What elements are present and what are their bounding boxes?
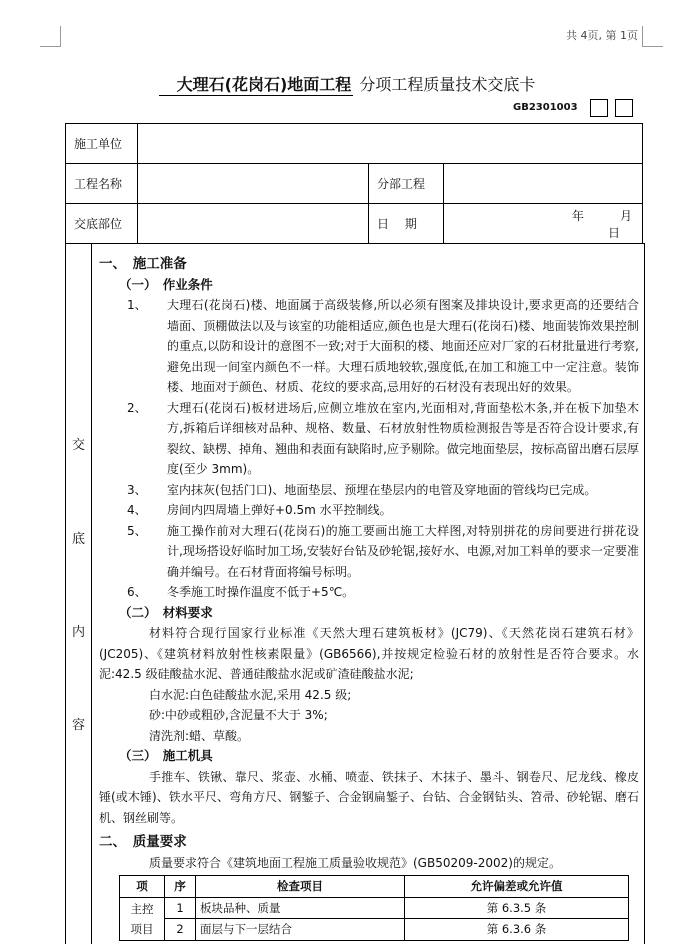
disclosure-location-label: 交底部位 (66, 204, 138, 244)
date-value (444, 204, 643, 244)
col-header: 允许偏差或允许值 (405, 876, 629, 898)
section-1-title: 一、 施工准备 (99, 256, 187, 272)
list-item: 3、 室内抹灰(包括门口)、地面垫层、预埋在垫层内的电管及穿地面的管线均已完成。 (127, 482, 597, 497)
title-project: 大理石(花岗石)地面工程 (159, 75, 354, 96)
row-item: 面层与下一层结合 (196, 919, 405, 941)
construction-unit-label: 施工单位 (66, 124, 138, 164)
side-label-char: 交 (72, 438, 86, 453)
materials-line: 白水泥:白色硅酸盐水泥,采用 42.5 级; (149, 687, 352, 702)
crop-mark-top-right (642, 26, 663, 47)
row-value: 第 6.3.5 条 (405, 897, 629, 919)
row-seq: 2 (165, 919, 196, 941)
page-info: 共 4页, 第 1页 (566, 29, 638, 42)
section-1-2-title: （二） 材料要求 (119, 604, 213, 620)
materials-paragraph: 材料符合现行国家行业标准《天然大理石建筑板材》(JC79)、《天然花岗石建筑石材》(JC205)、《建筑材料放射性核素限量》(GB6566),并按规定检验石材的放射性是否符合要求。水泥:42.5 级硅酸盐水泥、普通硅酸盐水泥或矿渣硅酸盐水泥; (99, 626, 639, 681)
list-item: 1、 大理石(花岗石)楼、地面属于高级装修,所以必须有图案及排块设计,要求更高的还要结合墙面、顶棚做法以及与该室的功能相适应,颜色也是大理石(花岗石)楼、地面装饰效果控制的重点,以防和设计的意图不一致;对于大面积的楼、地面还应对厂家的石材批量进行考察,避免出现一间室内颜色不一样。大理石质地较软,强度低,在加工和施工中一定注意。装饰楼、地面对于颜色、材质、花纹的要求高,忌用好的石材没有表现出好的效果。 (127, 298, 639, 394)
row-item: 板块品种、质量 (196, 897, 405, 919)
list-item: 4、 房间内四周墙上弹好+0.5m 水平控制线。 (127, 503, 392, 517)
quality-paragraph: 质量要求符合《建筑地面工程施工质量验收规范》(GB50209-2002)的规定。 (149, 855, 561, 870)
project-name-label: 工程名称 (66, 164, 138, 204)
col-header: 检查项目 (196, 876, 405, 898)
date-label: 日 期 (369, 204, 444, 244)
quality-table (119, 875, 629, 941)
table-row (120, 897, 629, 919)
section-2-title: 二、 质量要求 (99, 834, 187, 850)
checkbox-1 (590, 99, 608, 117)
materials-line: 清洗剂:蜡、草酸。 (149, 728, 250, 743)
content-text (99, 254, 639, 941)
checkbox-2 (615, 99, 633, 117)
side-label-char: 内 (72, 625, 86, 640)
col-header: 序 (165, 876, 196, 898)
sub-project-label: 分部工程 (369, 164, 444, 204)
disclosure-content-box (65, 243, 645, 944)
side-label-column (66, 244, 92, 944)
tools-paragraph: 手推车、铁锹、靠尺、浆壶、水桶、喷壶、铁抹子、木抹子、墨斗、钢卷尺、尼龙线、橡皮锤(或木锤)、铁水平尺、弯角方尺、钢錾子、合金钢扁錾子、台钻、合金钢钻头、笤帚、砂轮锯、磨石机、钢丝刷等。 (99, 769, 639, 825)
sub-project-value (444, 164, 643, 204)
date-day: 日 (608, 225, 621, 240)
title-suffix: 分项工程质量技术交底卡 (359, 75, 536, 94)
col-header: 项 (120, 876, 165, 898)
list-item: 5、 施工操作前对大理石(花岗石)的施工要画出施工大样图,对特别拼花的房间要进行拼花设计,现场搭设好临时加工场,安装好台钻及砂轮锯,接好水、电源,对加工料单的要求一定要准确并编号。在石材背面将编号标明。 (127, 523, 639, 579)
crop-mark-top-left (40, 26, 61, 47)
side-label-char: 容 (72, 718, 86, 733)
project-name-value (138, 164, 369, 204)
disclosure-location-value (138, 204, 369, 244)
date-year: 年 (572, 208, 585, 223)
materials-line: 砂:中砂或粗砂,含泥量不大于 3%; (149, 708, 328, 722)
document-code: GB2301003 (513, 102, 578, 113)
side-label-char: 底 (72, 532, 86, 547)
section-1-3-title: （三） 施工机具 (119, 748, 213, 763)
row-value: 第 6.3.6 条 (405, 919, 629, 941)
list-item: 2、 大理石(花岗石)板材进场后,应侧立堆放在室内,光面相对,背面垫松木条,并在板下加垫木方,拆箱后详细核对品种、规格、数量、石材放射性物质检测报告等是否符合设计要求,有裂纹、缺楞、掉角、翘曲和表面有缺陷时,应予剔除。做完地面垫层，按标高留出磨石层厚度(至少 3mm)。 (127, 400, 639, 476)
row-seq: 1 (165, 897, 196, 919)
date-month: 月 (620, 208, 633, 223)
construction-unit-value (138, 124, 643, 164)
list-item: 6、 冬季施工时操作温度不低于+5℃。 (127, 585, 355, 599)
group-label: 主控 项目 (120, 897, 165, 940)
document-title (0, 72, 694, 95)
header-table (65, 123, 643, 244)
section-1-1-title: （一） 作业条件 (119, 276, 213, 292)
